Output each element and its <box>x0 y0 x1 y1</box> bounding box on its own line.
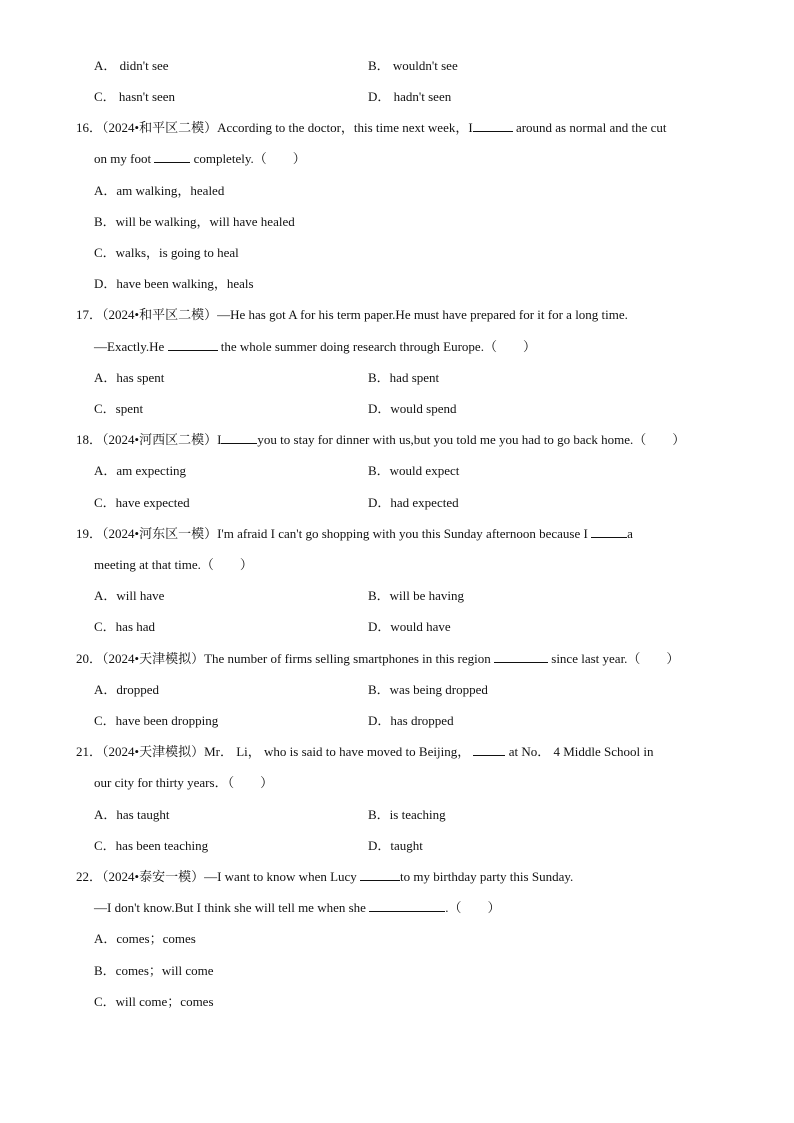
stem-text: at No． 4 Middle School in <box>508 744 654 759</box>
stem-text: on my foot <box>94 151 152 166</box>
option-b: B． wouldn't see <box>368 58 458 73</box>
answer-blank[interactable] <box>494 650 548 663</box>
stem-text: I <box>217 432 222 447</box>
option-a: A．will have <box>94 588 165 603</box>
answer-blank[interactable] <box>473 743 505 756</box>
stem-text: —Exactly.He <box>94 339 165 354</box>
option-b: B．had spent <box>368 370 440 385</box>
question-18-stem <box>76 431 718 449</box>
option-b: B．will be walking，will have healed <box>94 214 295 229</box>
question-number: 17． <box>76 307 103 322</box>
question-source: （2024•河东区一模） <box>102 526 218 541</box>
stem-text: to my birthday party this Sunday. <box>400 869 574 884</box>
stem-text: since last year.（ ） <box>551 651 680 666</box>
question-21-stem-line2: our city for thirty years．（ ） <box>94 775 274 790</box>
question-19-stem <box>76 525 718 543</box>
option-c: C．walks，is going to heal <box>94 245 239 260</box>
option-d: D．taught <box>368 838 423 853</box>
option-a: A．has taught <box>94 807 170 822</box>
option-d: D．have been walking，heals <box>94 276 254 291</box>
option-c: C．have expected <box>94 495 190 510</box>
stem-text: a <box>627 526 633 541</box>
question-source: （2024•和平区二模） <box>102 120 218 135</box>
question-21-stem <box>76 743 718 761</box>
stem-text: you to stay for dinner with us,but you told me you had to go back home.（ ） <box>257 432 686 447</box>
question-source: （2024•河西区二模） <box>102 432 218 447</box>
option-d: D．has dropped <box>368 713 454 728</box>
stem-text: Mr． Li， who is said to have moved to Beijing， <box>204 744 471 759</box>
answer-blank[interactable] <box>473 119 513 132</box>
question-number: 18． <box>76 432 103 447</box>
question-16-stem <box>76 119 718 137</box>
question-22-stem <box>76 868 718 886</box>
option-c: C．will come；comes <box>94 994 214 1009</box>
question-22-stem-line2 <box>94 899 500 917</box>
option-a: A．am walking，healed <box>94 183 225 198</box>
option-d: D．would spend <box>368 401 457 416</box>
answer-blank[interactable] <box>369 899 445 912</box>
option-d: D． hadn't seen <box>368 89 452 104</box>
option-b: B．is teaching <box>368 807 446 822</box>
stem-text: completely.（ ） <box>193 151 306 166</box>
stem-text: the whole summer doing research through Europe.（ ） <box>220 339 536 354</box>
answer-blank[interactable] <box>154 150 190 163</box>
option-a: A．comes；comes <box>94 931 196 946</box>
stem-text: I'm afraid I can't go shopping with you this Sunday afternoon because I <box>217 526 588 541</box>
stem-text: —I want to know when Lucy <box>204 869 357 884</box>
stem-text: .（ ） <box>445 900 501 915</box>
question-16-stem-line2 <box>94 150 306 168</box>
option-c: C． hasn't seen <box>94 89 176 104</box>
answer-blank[interactable] <box>591 525 627 538</box>
answer-blank[interactable] <box>221 431 257 444</box>
option-d: D．had expected <box>368 495 459 510</box>
option-c: C．has been teaching <box>94 838 209 853</box>
question-source: （2024•天津模拟） <box>102 651 205 666</box>
answer-blank[interactable] <box>168 338 218 351</box>
option-b: B．will be having <box>368 588 465 603</box>
question-17-stem-line2 <box>94 338 536 356</box>
question-number: 22． <box>76 869 103 884</box>
option-b: B．comes；will come <box>94 963 214 978</box>
question-source: （2024•天津模拟） <box>102 744 205 759</box>
question-20-stem <box>76 650 718 668</box>
question-number: 16． <box>76 120 103 135</box>
option-b: B．would expect <box>368 463 460 478</box>
question-source: （2024•泰安一模） <box>102 869 205 884</box>
option-a: A．has spent <box>94 370 165 385</box>
question-number: 19． <box>76 526 103 541</box>
option-d: D．would have <box>368 619 451 634</box>
stem-text: The number of firms selling smartphones in this region <box>204 651 491 666</box>
question-17-stem <box>76 306 718 324</box>
stem-text: According to the doctor，this time next week，I <box>217 120 473 135</box>
question-source: （2024•和平区二模） <box>102 307 218 322</box>
question-19-stem-line2: meeting at that time.（ ） <box>94 557 253 572</box>
option-c: C．has had <box>94 619 156 634</box>
option-c: C．spent <box>94 401 144 416</box>
option-b: B．was being dropped <box>368 682 488 697</box>
option-a: A．am expecting <box>94 463 187 478</box>
option-a: A． didn't see <box>94 58 169 73</box>
stem-text: —He has got A for his term paper.He must have prepared for it for a long time. <box>217 307 628 322</box>
option-c: C．have been dropping <box>94 713 219 728</box>
option-a: A．dropped <box>94 682 159 697</box>
stem-text: —I don't know.But I think she will tell me when she <box>94 900 366 915</box>
stem-text: around as normal and the cut <box>515 120 667 135</box>
question-number: 20． <box>76 651 103 666</box>
answer-blank[interactable] <box>360 868 400 881</box>
question-number: 21． <box>76 744 103 759</box>
